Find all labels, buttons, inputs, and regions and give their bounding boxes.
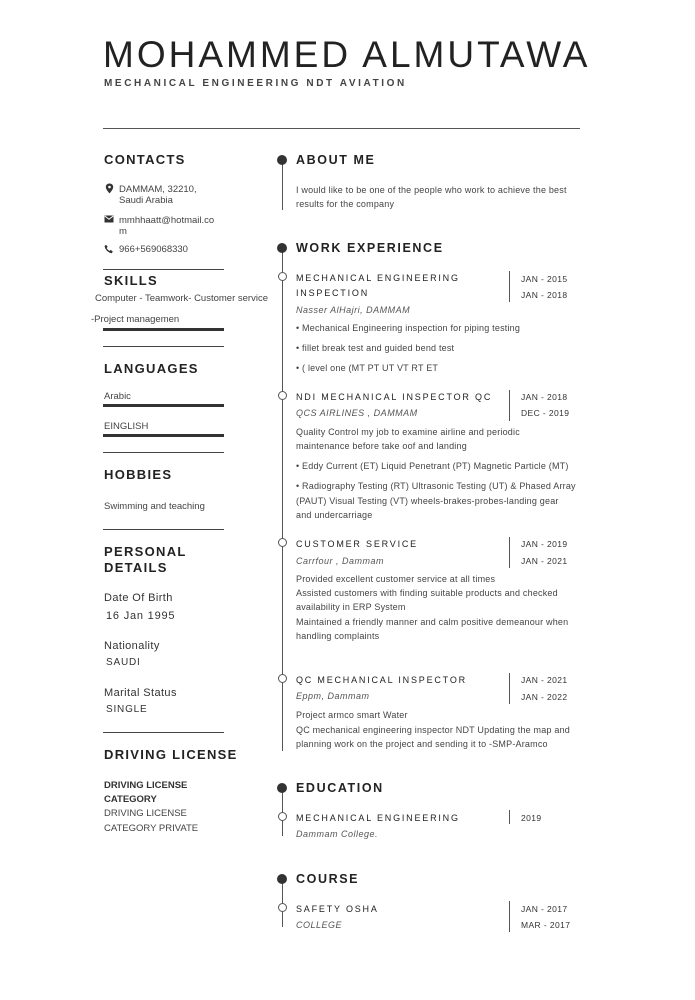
job-detail: planning work on the project and sending it to -SMP-Aramco bbox=[296, 739, 548, 749]
about-line-1: I would like to be one of the people who work to achieve the best bbox=[296, 185, 567, 195]
job-company: Eppm, Dammam bbox=[296, 691, 370, 701]
job-end-date: DEC - 2019 bbox=[521, 408, 570, 418]
divider bbox=[103, 732, 224, 733]
job-start-date: JAN - 2021 bbox=[521, 675, 568, 685]
driving-line-1: DRIVING LICENSE bbox=[104, 808, 187, 819]
date-divider bbox=[509, 537, 510, 568]
divider bbox=[103, 529, 224, 530]
timeline-node-icon bbox=[278, 903, 287, 912]
timeline-node-icon bbox=[278, 674, 287, 683]
job-company: Carrfour , Dammam bbox=[296, 556, 385, 566]
language-item: EINGLISH bbox=[104, 421, 149, 432]
job-detail: • ( level one (MT PT UT VT RT ET bbox=[296, 363, 439, 373]
job-detail: handling complaints bbox=[296, 631, 380, 641]
job-company: QCS AIRLINES , DAMMAM bbox=[296, 408, 418, 418]
driving-heading: DRIVING LICENSE bbox=[104, 747, 238, 762]
course-end-date: MAR - 2017 bbox=[521, 920, 571, 930]
languages-heading: LANGUAGES bbox=[104, 361, 199, 376]
divider bbox=[103, 269, 224, 270]
job-end-date: JAN - 2022 bbox=[521, 692, 568, 702]
job-title: MECHANICAL ENGINEERING bbox=[296, 273, 460, 283]
job-title: CUSTOMER SERVICE bbox=[296, 539, 418, 549]
education-year: 2019 bbox=[521, 813, 542, 823]
job-detail: Quality Control my job to examine airline and periodic bbox=[296, 427, 520, 437]
job-detail: (PAUT) Visual Testing (VT) wheels-brakes-probes-landing gear bbox=[296, 496, 559, 506]
language-level-bar bbox=[103, 404, 224, 407]
job-end-date: JAN - 2021 bbox=[521, 556, 568, 566]
job-detail: Project armco smart Water bbox=[296, 710, 408, 720]
contacts-heading: CONTACTS bbox=[104, 152, 186, 167]
section-bullet-icon bbox=[277, 155, 287, 165]
job-detail: • Mechanical Engineering inspection for piping testing bbox=[296, 323, 521, 333]
skill-level-bar bbox=[103, 328, 224, 331]
course-place: COLLEGE bbox=[296, 920, 343, 930]
timeline-node-icon bbox=[278, 538, 287, 547]
driving-line-2: CATEGORY PRIVATE bbox=[104, 823, 199, 834]
job-detail: QC mechanical engineering inspector NDT Updating the map and bbox=[296, 725, 570, 735]
email-line-2[interactable]: m bbox=[119, 226, 127, 237]
job-detail: and undercarriage bbox=[296, 510, 373, 520]
job-detail: • fillet break test and guided bend test bbox=[296, 343, 455, 353]
job-start-date: JAN - 2018 bbox=[521, 392, 568, 402]
date-divider bbox=[509, 390, 510, 421]
driving-bold-line-1: DRIVING LICENSE bbox=[104, 780, 188, 791]
hobbies-heading: HOBBIES bbox=[104, 467, 173, 482]
course-heading: COURSE bbox=[296, 872, 360, 886]
nationality-label: Nationality bbox=[104, 640, 160, 652]
section-bullet-icon bbox=[277, 783, 287, 793]
job-detail: Provided excellent customer service at all times bbox=[296, 574, 496, 584]
date-divider bbox=[509, 271, 510, 302]
skills-heading: SKILLS bbox=[104, 273, 159, 288]
email-icon bbox=[103, 215, 115, 225]
job-detail: • Eddy Current (ET) Liquid Penetrant (PT) Magnetic Particle (MT) bbox=[296, 461, 569, 471]
language-item: Arabic bbox=[104, 391, 131, 402]
job-title: QC MECHANICAL INSPECTOR bbox=[296, 675, 467, 685]
timeline-node-icon bbox=[278, 272, 287, 281]
timeline-node-icon bbox=[278, 391, 287, 400]
dob-label: Date Of Birth bbox=[104, 592, 173, 604]
resume-subtitle: MECHANICAL ENGINEERING NDT AVIATION bbox=[104, 78, 407, 89]
marital-label: Marital Status bbox=[104, 687, 177, 699]
address-line-2: Saudi Arabia bbox=[119, 195, 173, 206]
divider bbox=[103, 452, 224, 453]
resume-name: MOHAMMED ALMUTAWA bbox=[103, 34, 591, 75]
skills-line-1: Computer - Teamwork- Customer service bbox=[95, 293, 268, 304]
section-bullet-icon bbox=[277, 243, 287, 253]
timeline-line bbox=[282, 160, 283, 210]
job-detail: Maintained a friendly manner and calm positive demeanour when bbox=[296, 617, 569, 627]
nationality-value: SAUDI bbox=[106, 657, 141, 668]
phone-number[interactable]: 966+569068330 bbox=[119, 244, 188, 255]
date-divider bbox=[509, 810, 510, 824]
address-line-1: DAMMAM, 32210, bbox=[119, 184, 197, 195]
section-bullet-icon bbox=[277, 874, 287, 884]
location-pin-icon bbox=[103, 183, 115, 196]
job-start-date: JAN - 2015 bbox=[521, 274, 568, 284]
course-start-date: JAN - 2017 bbox=[521, 904, 568, 914]
job-detail: availability in ERP System bbox=[296, 602, 406, 612]
job-title: INSPECTION bbox=[296, 288, 370, 298]
divider bbox=[103, 346, 224, 347]
job-detail: maintenance before take oof and landing bbox=[296, 441, 467, 451]
education-heading: EDUCATION bbox=[296, 781, 384, 795]
about-heading: ABOUT ME bbox=[296, 153, 376, 167]
job-detail: Assisted customers with finding suitable products and checked bbox=[296, 588, 558, 598]
marital-value: SINGLE bbox=[106, 704, 148, 715]
course-name: SAFETY OSHA bbox=[296, 904, 379, 914]
email-line-1[interactable]: mmhhaatt@hotmail.co bbox=[119, 215, 215, 226]
header-divider bbox=[103, 128, 580, 129]
job-company: Nasser AlHajri, DAMMAM bbox=[296, 305, 411, 315]
driving-bold-line-2: CATEGORY bbox=[104, 794, 157, 805]
job-start-date: JAN - 2019 bbox=[521, 539, 568, 549]
work-heading: WORK EXPERIENCE bbox=[296, 241, 444, 255]
skills-line-2: -Project managemen bbox=[91, 314, 180, 325]
language-level-bar bbox=[103, 434, 224, 437]
about-line-2: results for the company bbox=[296, 199, 395, 209]
phone-icon bbox=[103, 244, 115, 256]
job-end-date: JAN - 2018 bbox=[521, 290, 568, 300]
education-degree: MECHANICAL ENGINEERING bbox=[296, 813, 460, 823]
education-school: Dammam College. bbox=[296, 829, 379, 839]
hobbies-text: Swimming and teaching bbox=[104, 501, 205, 512]
timeline-node-icon bbox=[278, 812, 287, 821]
personal-heading-line-1: PERSONAL bbox=[104, 544, 187, 559]
dob-value: 16 Jan 1995 bbox=[106, 610, 176, 622]
date-divider bbox=[509, 673, 510, 704]
personal-heading-line-2: DETAILS bbox=[104, 560, 168, 575]
date-divider bbox=[509, 901, 510, 932]
job-title: NDI MECHANICAL INSPECTOR QC bbox=[296, 392, 493, 402]
job-detail: • Radiography Testing (RT) Ultrasonic Testing (UT) & Phased Array bbox=[296, 481, 576, 491]
